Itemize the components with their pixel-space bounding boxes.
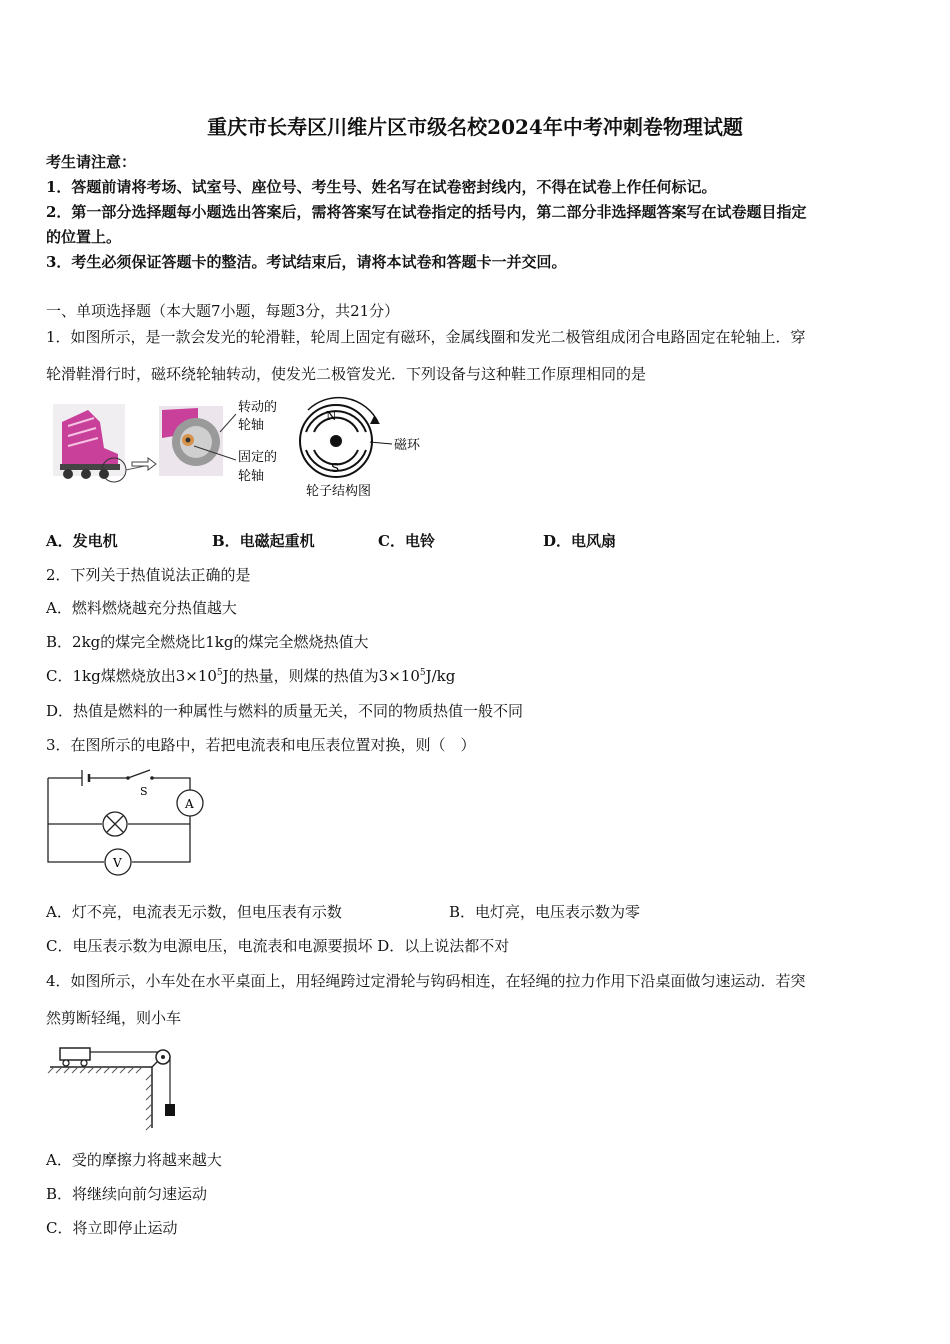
q3-option-cd: C．电压表示数为电源电压，电流表和电源要损坏 D．以上说法都不对 — [46, 937, 510, 955]
skate-shoe-photo — [53, 404, 126, 482]
voltmeter — [105, 849, 131, 875]
q1-option-d: D．电风扇 — [543, 532, 617, 550]
hook-weight — [165, 1104, 175, 1116]
label-magnet-ring: 磁环 — [394, 438, 421, 453]
label-south-pole: S — [331, 461, 340, 475]
section-heading: 一、单项选择题（本大题7小题，每题3分，共21分） — [46, 302, 400, 320]
q1-option-a: A．发电机 — [46, 532, 118, 550]
notice-item: 的位置上。 — [46, 228, 122, 246]
q2-option-c: C．1kg煤燃烧放出$3\times 10^5J$的热量，则煤的热值为$3\times 10^5J/kg$ — [46, 667, 456, 685]
voltmeter-label: V — [113, 856, 122, 870]
ammeter-label: A — [185, 797, 194, 811]
q1-skate-figure — [48, 392, 448, 504]
q4-stem-line2: 然剪断轻绳，则小车 — [46, 1009, 182, 1027]
q4-option-b: B．将继续向前匀速运动 — [46, 1185, 208, 1203]
q3-option-b: B．电灯亮，电压表示数为零 — [449, 903, 641, 921]
notice-item: 2．第一部分选择题每小题选出答案后，需将答案写在试卷指定的括号内，第二部分非选择题答案写在试卷题目指定 — [46, 203, 807, 221]
pulley — [156, 1050, 170, 1064]
q4-stem-line1: 4．如图所示，小车处在水平桌面上，用轻绳跨过定滑轮与钩码相连，在轻绳的拉力作用下沿桌面做匀速运动．若突 — [46, 972, 806, 990]
ammeter — [177, 790, 203, 816]
q2-option-b: B．2kg的煤完全燃烧比1kg的煤完全燃烧热值大 — [46, 633, 369, 651]
q1-option-c: C．电铃 — [378, 532, 435, 550]
q1-stem-line2: 轮滑鞋滑行时，磁环绕轮轴转动，使发光二极管发光．下列设备与这种鞋工作原理相同的是 — [46, 365, 647, 383]
figure-caption: 轮子结构图 — [306, 484, 372, 499]
q3-option-a: A．灯不亮，电流表无示数，但电压表有示数 — [46, 903, 342, 921]
wheel-structure-diagram — [300, 398, 392, 477]
label-rotating-axle-2: 轮轴 — [238, 418, 265, 433]
label-rotating-axle-1: 转动的 — [238, 400, 278, 415]
q4-pulley-figure — [46, 1040, 186, 1132]
lamp — [103, 812, 127, 836]
notice-heading: 考生请注意： — [46, 153, 137, 171]
q2-option-d: D．热值是燃料的一种属性与燃料的质量无关，不同的物质热值一般不同 — [46, 702, 524, 720]
notice-item: 3．考生必须保证答题卡的整洁。考试结束后，请将本试卷和答题卡一并交回。 — [46, 253, 567, 271]
page-title: 重庆市长寿区川维片区市级名校2024年中考冲刺卷物理试题 — [207, 115, 743, 139]
label-fixed-axle-2: 轮轴 — [238, 469, 265, 484]
notice-item: 1．答题前请将考场、试室号、座位号、考生号、姓名写在试卷密封线内，不得在试卷上作任何标记。 — [46, 178, 717, 196]
q4-option-a: A．受的摩擦力将越来越大 — [46, 1151, 222, 1169]
q4-option-c: C．将立即停止运动 — [46, 1219, 178, 1237]
q3-circuit-diagram — [40, 766, 210, 876]
q2-option-a: A．燃料燃烧越充分热值越大 — [46, 599, 237, 617]
q1-option-b: B．电磁起重机 — [212, 532, 315, 550]
switch-label: S — [140, 785, 148, 798]
cart — [60, 1048, 90, 1066]
q2-stem: 2．下列关于热值说法正确的是 — [46, 566, 251, 584]
q1-stem-line1: 1．如图所示，是一款会发光的轮滑鞋，轮周上固定有磁环，金属线圈和发光二极管组成闭合电路固定在轮轴上．穿 — [46, 328, 806, 346]
label-north-pole: N — [326, 409, 337, 423]
q3-stem: 3．在图所示的电路中，若把电流表和电压表位置对换，则（ ） — [46, 736, 476, 754]
wheel-photo — [159, 406, 223, 476]
label-fixed-axle-1: 固定的 — [238, 450, 278, 465]
